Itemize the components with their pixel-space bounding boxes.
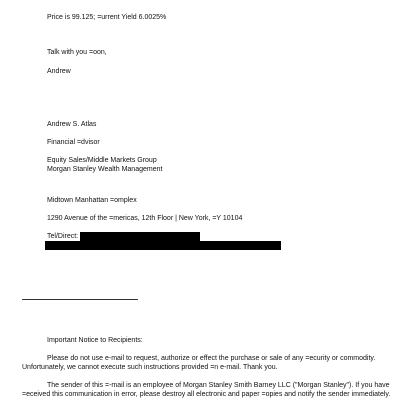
redaction-bar-phone <box>80 232 200 241</box>
signature-address: 1290 Avenue of the =mericas, 12th Floor | New York, =Y 10104 <box>47 215 243 222</box>
notice-para2-line1: The sender of this =-mail is an employee of Morgan Stanley Smith Barney LLC ("Morgan Stanley"). If you have <box>47 382 390 389</box>
price-yield-line: Price is 99.125; =urrent Yield 6.0025% <box>47 14 167 21</box>
notice-heading: Important Notice to Recipients: <box>47 337 143 344</box>
notice-para1-line1: Please do not use e-mail to request, authorize or effect the purchase or sale of any =ecurity or commodity. <box>47 355 376 362</box>
signature-group: Equity Sales/Middle Markets Group <box>47 157 157 164</box>
signature-tel-label: Tel/Direct: <box>47 233 79 240</box>
signature-name: Andrew S. Atlas <box>47 121 97 128</box>
signature-title: Financial =dvisor <box>47 139 100 146</box>
closing-line: Talk with you =oon, <box>47 49 107 56</box>
signature-company: Morgan Stanley Wealth Management <box>47 166 163 173</box>
notice-para2-line2: =eceived this communication in error, please destroy all electronic and paper =opies and notify the sender immediately. <box>22 391 391 398</box>
sender-first-name: Andrew <box>47 68 71 75</box>
separator-rule <box>22 299 138 300</box>
signature-location: Midtown Manhattan =omplex <box>47 197 137 204</box>
redaction-bar-email <box>45 241 281 250</box>
notice-para1-line2: Unfortunately, we cannot execute such instructions provided =n e-mail. Thank you. <box>22 364 278 371</box>
